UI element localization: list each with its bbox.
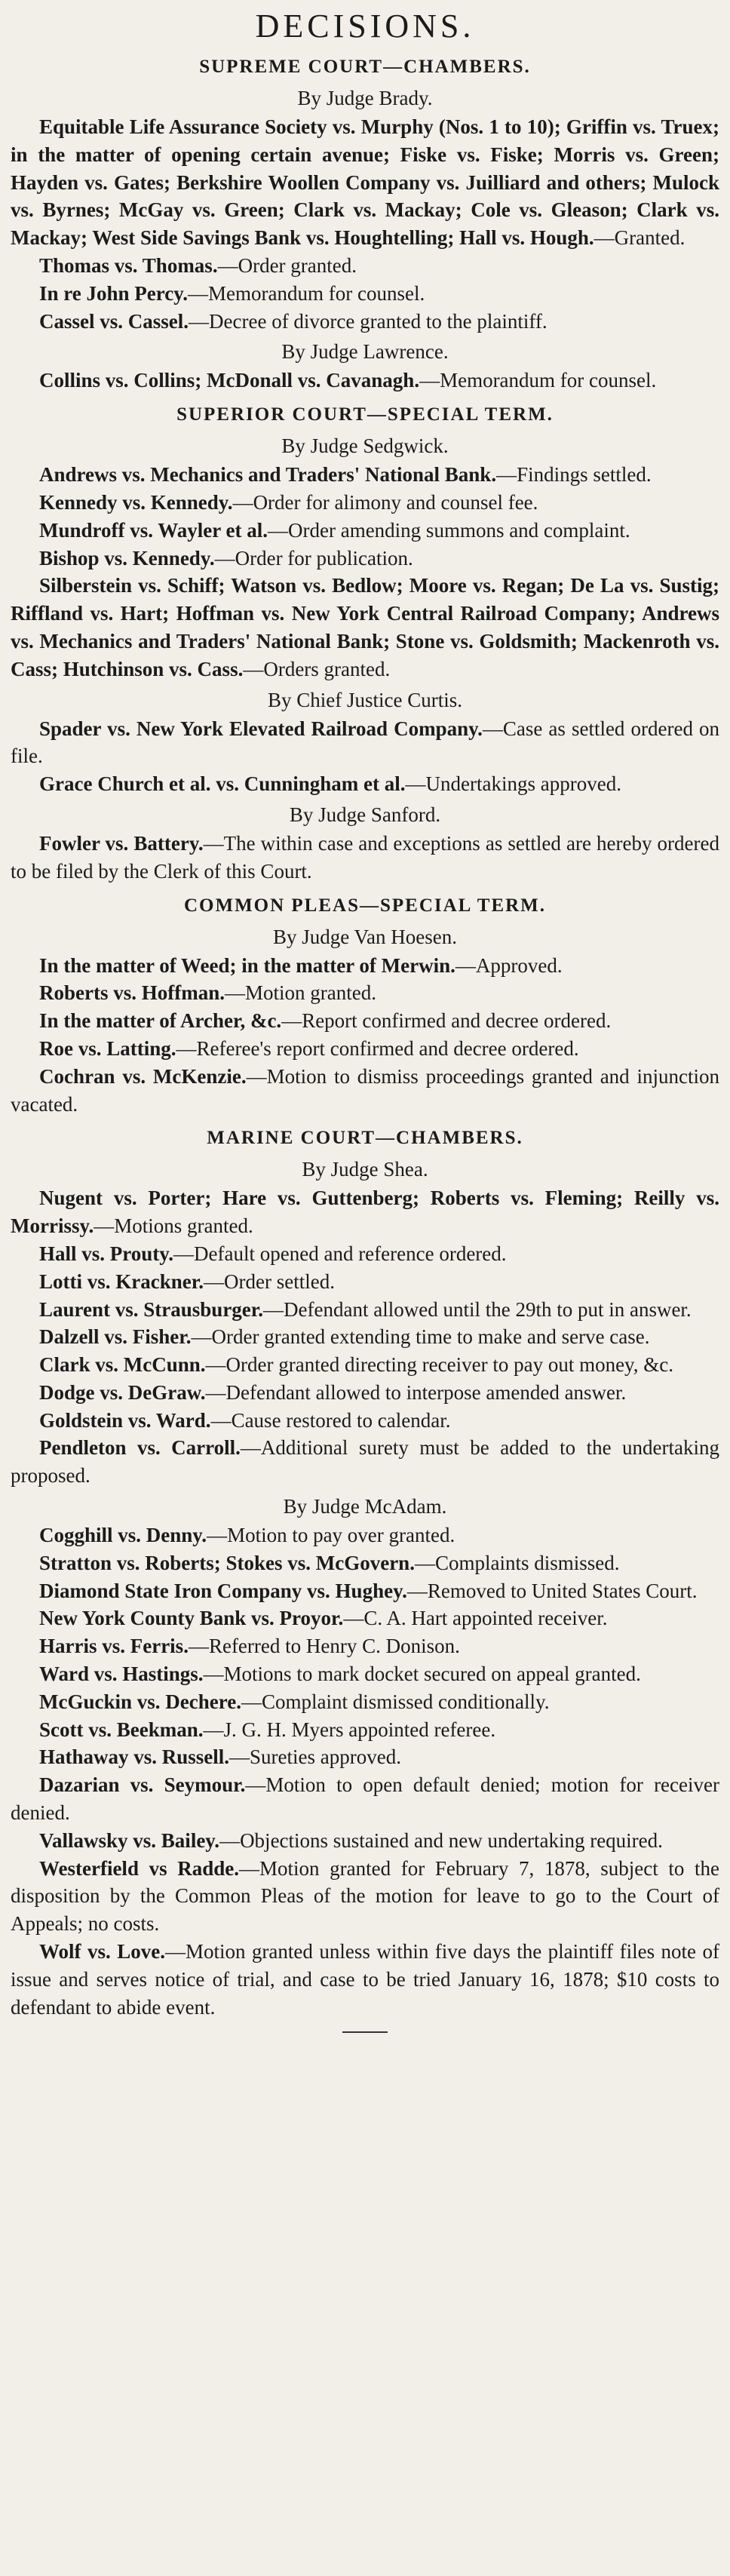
decision-entry: In the matter of Weed; in the matter of Merwin.—Approved. (39, 953, 563, 977)
decision-entry: Roberts vs. Hoffman.—Motion granted. (39, 981, 376, 1005)
decision-entry: Stratton vs. Roberts; Stokes vs. McGovern.—Complaints dismissed. (39, 1551, 620, 1574)
judge-heading: By Judge Van Hoesen. (273, 925, 457, 948)
case-name: Fowler vs. Battery. (39, 831, 204, 855)
decision-entry: Bishop vs. Kennedy.—Order for publication. (39, 546, 413, 570)
decision-entry: Kennedy vs. Kennedy.—Order for alimony and counsel fee. (39, 490, 538, 514)
decision-entry: Laurent vs. Strausburger.—Defendant allowed until the 29th to put in answer. (39, 1297, 692, 1321)
decision-entry: McGuckin vs. Dechere.—Complaint dismissed conditionally. (39, 1690, 550, 1713)
case-name: In re John Percy. (39, 281, 189, 305)
case-name: Mundroff vs. Wayler et al. (39, 518, 268, 542)
court-heading: SUPREME COURT—CHAMBERS. (199, 57, 531, 77)
decision-entry: Wolf vs. Love.—Motion granted unless within five days the plaintiff files note of issue and serves notice of trial, and case to be tried January 16, 1878; $10 costs to defendant to abide event. (11, 1940, 720, 2019)
case-name: Spader vs. New York Elevated Railroad Company. (39, 717, 483, 740)
decision-entry: Diamond State Iron Company vs. Hughey.—Removed to United States Court. (39, 1579, 698, 1602)
decision-entry: New York County Bank vs. Proyor.—C. A. Hart appointed receiver. (39, 1607, 608, 1630)
case-name: Dodge vs. DeGraw. (39, 1380, 206, 1404)
decision-entry: Cochran vs. McKenzie.—Motion to dismiss proceedings granted and injunction vacated. (11, 1064, 719, 1116)
case-name: In the matter of Archer, &c. (39, 1009, 282, 1033)
court-section (11, 893, 719, 1119)
case-name: In the matter of Weed; in the matter of Merwin. (39, 953, 455, 977)
case-name: Laurent vs. Strausburger. (39, 1297, 264, 1321)
case-name: Scott vs. Beekman. (39, 1718, 204, 1741)
case-name: Kennedy vs. Kennedy. (39, 490, 233, 514)
decision-entry: Westerfield vs Radde.—Motion granted for February 7, 1878, subject to the disposition by the Common Pleas of the motion for leave to go to the Court of Appeals; no costs. (11, 1856, 719, 1936)
case-name: Cogghill vs. Denny. (39, 1524, 207, 1547)
case-name: Bishop vs. Kennedy. (39, 546, 215, 570)
decision-entry: Ward vs. Hastings.—Motions to mark docket secured on appeal granted. (39, 1663, 641, 1686)
case-name: Andrews vs. Mechanics and Traders' National Bank. (39, 463, 497, 487)
page-headline: DECISIONS. (255, 8, 475, 45)
decision-entry: Cassel vs. Cassel.—Decree of divorce granted to the plaintiff. (39, 309, 548, 333)
case-name: Silberstein vs. Schiff; Watson vs. Bedlow; Moore vs. Regan; De La vs. Sustig; Riffland vs. Hart; Hoffman vs. New York Central Railroad Company; Andrews vs. Mechanics and Traders' National Bank; Stone vs. Goldsmith; Mackenroth vs. Cass; Hutchinson vs. Cass. (11, 574, 719, 680)
court-section (11, 54, 719, 395)
judge-heading: By Judge McAdam. (283, 1495, 447, 1518)
case-name: Dalzell vs. Fisher. (39, 1325, 192, 1349)
column-divider (342, 2031, 388, 2033)
case-name: Roe vs. Latting. (39, 1036, 176, 1060)
judge-heading: By Judge Brady. (297, 87, 433, 109)
decision-entry: In the matter of Archer, &c.—Report confirmed and decree ordered. (39, 1009, 612, 1033)
case-name: Nugent vs. Porter; Hare vs. Guttenberg; Roberts vs. Fleming; Reilly vs. Morrissy. (11, 1187, 719, 1238)
decision-entry: Lotti vs. Krackner.—Order settled. (39, 1270, 335, 1293)
case-name: Collins vs. Collins; McDonall vs. Cavanagh. (39, 369, 420, 392)
case-name: New York County Bank vs. Proyor. (39, 1607, 344, 1630)
judge-heading: By Judge Lawrence. (281, 340, 449, 364)
decision-entry: Andrews vs. Mechanics and Traders' National Bank.—Findings settled. (39, 463, 652, 487)
case-name: Cochran vs. McKenzie. (39, 1064, 247, 1088)
decision-entry: In re John Percy.—Memorandum for counsel. (39, 281, 425, 305)
case-name: Roberts vs. Hoffman. (39, 981, 225, 1005)
court-section (11, 402, 719, 885)
decision-entry: Vallawsky vs. Bailey.—Objections sustained and new undertaking required. (39, 1828, 663, 1852)
decision-entry: Nugent vs. Porter; Hare vs. Guttenberg; Roberts vs. Fleming; Reilly vs. Morrissy.—Motions granted. (11, 1187, 719, 1238)
case-name: Pendleton vs. Carroll. (39, 1436, 241, 1460)
court-section (11, 1125, 719, 2021)
case-name: Ward vs. Hastings. (39, 1663, 204, 1686)
case-name: Diamond State Iron Company vs. Hughey. (39, 1579, 407, 1602)
decision-entry: Grace Church et al. vs. Cunningham et al.—Undertakings approved. (39, 772, 621, 796)
judge-heading: By Judge Sanford. (289, 803, 441, 826)
decision-entry: Clark vs. McCunn.—Order granted directing receiver to pay out money, &c. (39, 1353, 674, 1377)
decision-entry: Scott vs. Beekman.—J. G. H. Myers appointed referee. (39, 1718, 496, 1741)
decision-entry: Harris vs. Ferris.—Referred to Henry C. Donison. (39, 1635, 460, 1658)
case-name: Grace Church et al. vs. Cunningham et al. (39, 772, 406, 796)
decision-entry: Thomas vs. Thomas.—Order granted. (39, 253, 357, 277)
case-name: Clark vs. McCunn. (39, 1353, 206, 1377)
decision-entry: Mundroff vs. Wayler et al.—Order amending summons and complaint. (39, 518, 630, 542)
decision-entry: Dalzell vs. Fisher.—Order granted extending time to make and serve case. (39, 1325, 650, 1349)
decisions-content (11, 54, 719, 2021)
decision-entry: Hall vs. Prouty.—Default opened and reference ordered. (39, 1242, 507, 1265)
case-name: Wolf vs. Love. (39, 1940, 165, 1963)
decision-entry: Roe vs. Latting.—Referee's report confirmed and decree ordered. (39, 1036, 579, 1060)
case-name: Goldstein vs. Ward. (39, 1408, 211, 1432)
decision-entry: Fowler vs. Battery.—The within case and exceptions as settled are hereby ordered to be filed by the Clerk of this Court. (11, 831, 719, 883)
court-heading: COMMON PLEAS—SPECIAL TERM. (183, 895, 547, 916)
case-name: Harris vs. Ferris. (39, 1635, 189, 1658)
case-name: Dazarian vs. Seymour. (39, 1773, 246, 1797)
judge-heading: By Judge Sedgwick. (281, 434, 449, 458)
case-name: McGuckin vs. Dechere. (39, 1690, 241, 1713)
decision-entry: Collins vs. Collins; McDonall vs. Cavanagh.—Memorandum for counsel. (39, 369, 657, 392)
decision-entry: Goldstein vs. Ward.—Cause restored to calendar. (39, 1408, 451, 1432)
judge-heading: By Chief Justice Curtis. (268, 688, 462, 711)
case-name: Equitable Life Assurance Society vs. Murphy (Nos. 1 to 10); Griffin vs. Truex; in the matter of opening certain avenue; Fiske vs. Fiske; Morris vs. Green; Hayden vs. Gates; Berkshire Woollen Company vs. Juilliard and others; Mulock vs. Byrnes; McGay vs. Green; Clark vs. Mackay; Cole vs. Gleason; Clark vs. Mackay; West Side Savings Bank vs. Houghtelling; Hall vs. Hough. (11, 115, 719, 250)
court-heading: SUPERIOR COURT—SPECIAL TERM. (176, 404, 554, 425)
case-name: Lotti vs. Krackner. (39, 1270, 204, 1293)
decision-entry: Dodge vs. DeGraw.—Defendant allowed to interpose amended answer. (39, 1380, 627, 1404)
case-name: Westerfield vs Radde. (39, 1856, 240, 1880)
decision-entry: Pendleton vs. Carroll.—Additional surety must be added to the undertaking proposed. (11, 1436, 719, 1488)
decision-entry: Cogghill vs. Denny.—Motion to pay over granted. (39, 1524, 455, 1547)
decision-entry: Equitable Life Assurance Society vs. Murphy (Nos. 1 to 10); Griffin vs. Truex; in the matter of opening certain avenue; Fiske vs. Fiske; Morris vs. Green; Hayden vs. Gates; Berkshire Woollen Company vs. Juilliard and others; Mulock vs. Byrnes; McGay vs. Green; Clark vs. Mackay; Cole vs. Gleason; Clark vs. Mackay; West Side Savings Bank vs. Houghtelling; Hall vs. Hough.—Granted. (11, 115, 719, 250)
case-name: Thomas vs. Thomas. (39, 253, 218, 277)
decision-entry: Hathaway vs. Russell.—Sureties approved. (39, 1745, 401, 1769)
case-name: Stratton vs. Roberts; Stokes vs. McGovern. (39, 1551, 415, 1574)
case-name: Vallawsky vs. Bailey. (39, 1828, 220, 1852)
case-name: Hathaway vs. Russell. (39, 1745, 230, 1769)
case-name: Hall vs. Prouty. (39, 1242, 174, 1265)
court-heading: MARINE COURT—CHAMBERS. (207, 1128, 523, 1149)
decision-entry: Dazarian vs. Seymour.—Motion to open default denied; motion for receiver denied. (11, 1773, 719, 1825)
decision-entry: Spader vs. New York Elevated Railroad Company.—Case as settled ordered on file. (11, 717, 719, 768)
case-name: Cassel vs. Cassel. (39, 309, 189, 333)
decision-entry: Silberstein vs. Schiff; Watson vs. Bedlow; Moore vs. Regan; De La vs. Sustig; Riffland vs. Hart; Hoffman vs. New York Central Railroad Company; Andrews vs. Mechanics and Traders' National Bank; Stone vs. Goldsmith; Mackenroth vs. Cass; Hutchinson vs. Cass.—Orders granted. (11, 574, 719, 680)
judge-heading: By Judge Shea. (302, 1158, 428, 1181)
